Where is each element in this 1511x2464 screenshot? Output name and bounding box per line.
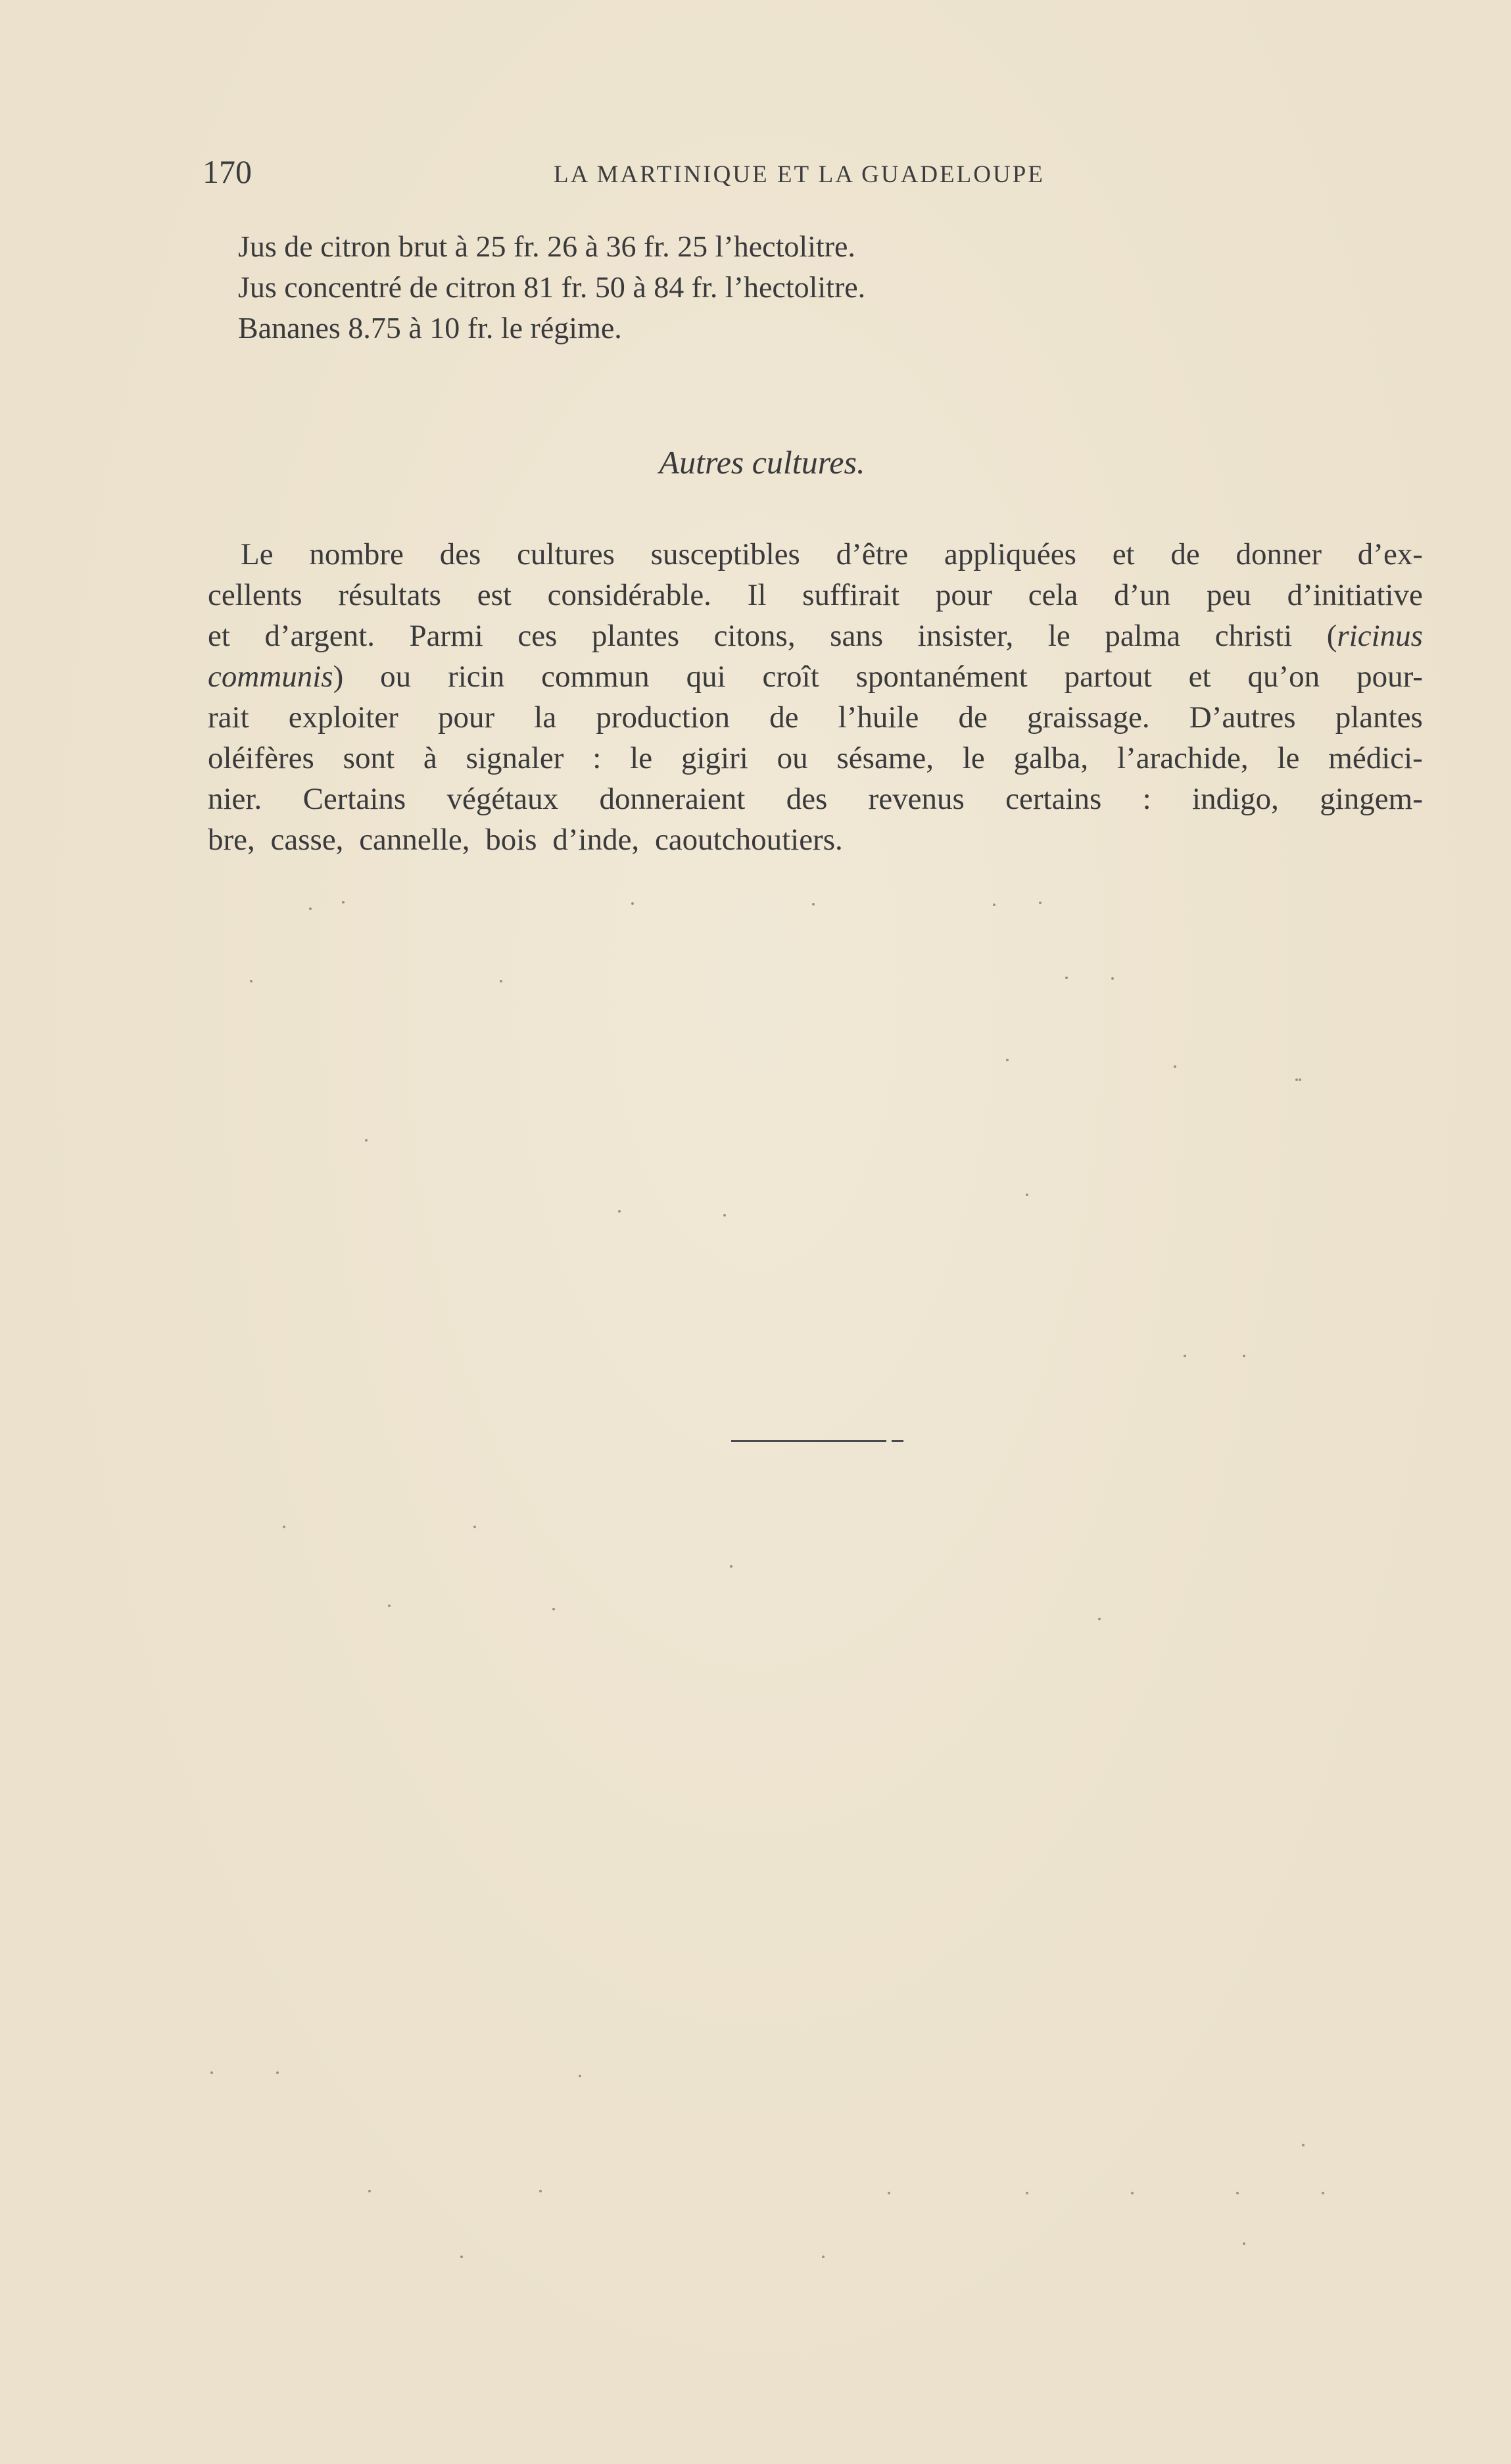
word: médici-	[1328, 741, 1423, 775]
word: christi	[1214, 619, 1293, 653]
word: sans	[830, 619, 884, 653]
word: exploiter	[288, 700, 398, 735]
paragraph-line	[208, 616, 1423, 656]
paper-speck	[1039, 902, 1042, 904]
word: :	[592, 741, 602, 775]
paragraph-line	[208, 738, 1423, 779]
word: insister,	[917, 619, 1014, 653]
word: caoutchoutiers.	[654, 823, 843, 857]
paper-speck	[539, 2190, 542, 2192]
word: de	[769, 700, 799, 735]
word: Il	[747, 578, 767, 612]
paper-speck	[822, 2256, 825, 2258]
word: la	[534, 700, 557, 735]
word: sésame,	[836, 741, 934, 775]
word: gingem-	[1320, 782, 1423, 816]
word: pour-	[1356, 660, 1423, 694]
word: d’initiative	[1287, 578, 1423, 612]
word: d’un	[1114, 578, 1171, 612]
word: le	[1047, 619, 1070, 653]
paper-speck	[618, 1210, 621, 1213]
paper-speck	[1243, 1355, 1245, 1357]
paper-speck	[309, 907, 312, 910]
word: donner	[1235, 537, 1322, 571]
word: suffirait	[802, 578, 900, 612]
word: production	[596, 700, 730, 735]
word: croît	[762, 660, 819, 694]
word: nombre	[309, 537, 404, 571]
word: cannelle,	[359, 823, 482, 857]
word: d’ex-	[1357, 537, 1423, 571]
word: sont	[343, 741, 395, 775]
paper-speck	[1065, 977, 1068, 979]
paper-speck	[365, 1139, 368, 1142]
paper-speck	[1006, 1059, 1009, 1061]
paper-speck	[460, 2256, 463, 2258]
paper-speck	[210, 2071, 213, 2074]
paper-speck	[579, 2075, 581, 2077]
section-end-rule	[731, 1440, 886, 1442]
word: plantes	[591, 619, 680, 653]
price-line-citron-concentre: Jus concentré de citron 81 fr. 50 à 84 fr. l’hectolitre.	[238, 270, 866, 304]
paper-speck	[500, 980, 502, 982]
word: et	[208, 619, 230, 653]
paper-speck	[993, 904, 995, 906]
paper-speck	[1243, 2242, 1245, 2245]
paper-speck	[723, 1214, 726, 1217]
word: susceptibles	[650, 537, 800, 571]
word: donneraient	[599, 782, 746, 816]
paper-speck	[1236, 2192, 1239, 2194]
word: d’argent.	[264, 619, 375, 653]
price-line-bananes: Bananes 8.75 à 10 fr. le régime.	[238, 311, 622, 345]
word: d’inde,	[552, 823, 651, 857]
section-paragraph	[208, 534, 1423, 860]
paper-speck	[1026, 2192, 1028, 2194]
word: peu	[1207, 578, 1251, 612]
page-number: 170	[203, 153, 252, 190]
word: considérable.	[547, 578, 711, 612]
word: des	[439, 537, 481, 571]
paragraph-line	[208, 656, 1423, 697]
word: graissage.	[1026, 700, 1150, 735]
word: qui	[686, 660, 726, 694]
word: rait	[208, 700, 249, 735]
paper-speck	[730, 1565, 732, 1568]
word: galba,	[1013, 741, 1089, 775]
word: signaler	[466, 741, 564, 775]
word: (ricinus	[1326, 619, 1423, 653]
word: partout	[1064, 660, 1152, 694]
paper-speck	[388, 1605, 391, 1607]
paper-speck	[1295, 1078, 1298, 1081]
paper-speck	[631, 902, 634, 905]
word: ricin	[448, 660, 505, 694]
word: gigiri	[681, 741, 748, 775]
paragraph-line	[208, 819, 1423, 860]
word: communis)	[208, 660, 344, 694]
word: Le	[241, 537, 274, 571]
paper-speck	[368, 2190, 371, 2192]
word: spontanément	[855, 660, 1028, 694]
paper-speck	[1026, 1194, 1028, 1196]
word: indigo,	[1192, 782, 1279, 816]
word: oléifères	[208, 741, 314, 775]
word: de	[1170, 537, 1200, 571]
paragraph-line	[208, 779, 1423, 819]
word: l’arachide,	[1117, 741, 1249, 775]
word: cultures	[517, 537, 615, 571]
word: Certains	[302, 782, 406, 816]
paper-speck	[888, 2192, 890, 2194]
price-line-citron-brut: Jus de citron brut à 25 fr. 26 à 36 fr. 25 l’hectolitre.	[238, 229, 855, 263]
word: pour	[935, 578, 992, 612]
word: l’huile	[838, 700, 919, 735]
word: bois	[485, 823, 549, 857]
paragraph-line	[208, 534, 1423, 575]
word: plantes	[1335, 700, 1423, 735]
word: et	[1112, 537, 1135, 571]
word: certains	[1005, 782, 1102, 816]
running-head	[203, 150, 1065, 196]
word: ces	[517, 619, 558, 653]
paragraph-line	[208, 575, 1423, 616]
price-list	[238, 226, 865, 349]
word: D’autres	[1189, 700, 1296, 735]
word: à	[423, 741, 437, 775]
word: le	[630, 741, 653, 775]
word: :	[1142, 782, 1151, 816]
word: revenus	[868, 782, 965, 816]
word: qu’on	[1247, 660, 1320, 694]
paper-speck	[1111, 977, 1114, 980]
word: nier.	[208, 782, 262, 816]
word: des	[786, 782, 828, 816]
word: citons,	[713, 619, 796, 653]
word: Parmi	[409, 619, 483, 653]
word: et	[1188, 660, 1211, 694]
paper-speck	[812, 903, 815, 906]
word: le	[1277, 741, 1300, 775]
paper-speck	[1299, 1078, 1301, 1081]
paper-speck	[250, 980, 252, 982]
word: est	[477, 578, 512, 612]
paragraph-line	[208, 697, 1423, 738]
section-end-rule-tick	[892, 1440, 903, 1442]
paper-speck	[1098, 1618, 1101, 1620]
paper-speck	[1302, 2144, 1305, 2146]
running-title: LA MARTINIQUE ET LA GUADELOUPE	[554, 161, 1045, 188]
word: commun	[541, 660, 650, 694]
word: cellents	[208, 578, 302, 612]
paper-speck	[1174, 1065, 1176, 1068]
word: végétaux	[446, 782, 559, 816]
paper-speck	[473, 1526, 476, 1528]
paper-speck	[1184, 1355, 1186, 1357]
word: ou	[777, 741, 808, 775]
paper-speck	[276, 2071, 279, 2074]
word: de	[958, 700, 988, 735]
word: ou	[380, 660, 412, 694]
word: pour	[437, 700, 495, 735]
word: palma	[1105, 619, 1181, 653]
paper-speck	[1322, 2192, 1324, 2194]
section-heading: Autres cultures.	[659, 444, 865, 481]
paper-speck	[283, 1526, 285, 1528]
paper-speck	[552, 1608, 555, 1610]
word: résultats	[338, 578, 441, 612]
word: le	[962, 741, 985, 775]
word: d’être	[836, 537, 909, 571]
paper-speck	[342, 901, 345, 904]
paper-speck	[1131, 2192, 1134, 2194]
word: casse,	[270, 823, 356, 857]
word: cela	[1028, 578, 1078, 612]
word: appliquées	[944, 537, 1076, 571]
word: bre,	[208, 823, 267, 857]
